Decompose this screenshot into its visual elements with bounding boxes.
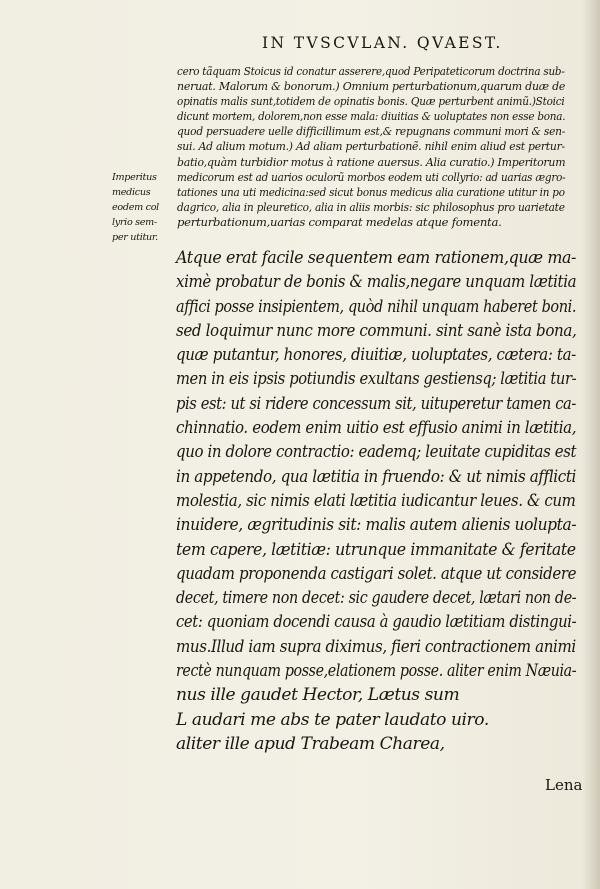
commentary-line: perturbationum,uarias comparat medelas atque fomenta.: [177, 214, 502, 229]
main-text-line: quadam proponenda castigari solet. atque ut considere: [176, 563, 577, 584]
main-text-line: L audari me abs te pater laudato uiro.: [176, 709, 489, 730]
margin-note-line: per utitur.: [112, 232, 158, 244]
commentary-line: cero tãquam Stoicus id conatur asserere,quod Peripateticorum doctrina sub-: [177, 64, 565, 78]
main-text-line: molestia, sic nimis elati lætitia iudicantur leues. & cum: [176, 490, 576, 511]
margin-note-line: lyrio sem-: [112, 217, 157, 229]
main-text-line: pis est: ut si ridere concessum sit, uituperetur tamen ca-: [176, 393, 576, 414]
commentary-line: quod persuadere uelle difficillimum est,& repugnans communi mori & sen-: [177, 124, 566, 139]
main-text-line: aliter ille apud Trabeam Charea,: [176, 733, 445, 754]
commentary-line: tationes una uti medicina:sed sicut bonus medicus alia curatione utitur in po: [177, 184, 565, 199]
catchword: Lena: [545, 776, 583, 794]
main-text-line: cet: quoniam docendi causa à gaudio lætitiam distingui-: [176, 612, 577, 633]
main-text-line: quæ putantur, honores, diuitiæ, uoluptates, cætera: ta-: [176, 345, 576, 366]
main-text-line: affici posse insipientem, quòd nihil unquam haberet boni.: [176, 296, 577, 317]
main-text-line: inuidere, ægritudinis sit: malis autem alienis uolupta-: [176, 515, 577, 536]
main-text-block: [176, 246, 576, 756]
margin-note-line: medicus: [112, 187, 151, 199]
commentary-line: opinatis malis sunt,totidem de opinatis bonis. Quæ perturbent animũ.)Stoici: [177, 94, 565, 109]
commentary-line: neruat. Malorum & bonorum.) Omnium perturbationum,quarum duæ de: [177, 79, 566, 94]
main-text-line: Atque erat facile sequentem eam rationem,quæ ma-: [176, 248, 577, 268]
page-edge-shadow: [582, 0, 600, 889]
main-text-line: ximè probatur de bonis & malis,negare unquam lætitia: [176, 272, 577, 293]
main-text-line: chinnatio. eodem enim uitio est effusio animi in lætitia,: [176, 418, 577, 439]
main-text-line: in appetendo, qua lætitia in fruendo: & ut nimis afflicti: [176, 466, 576, 487]
margin-note-line: eodem col: [112, 202, 159, 214]
commentary-line: sui. Ad alium motum.) Ad aliam perturbationẽ. nihil enim aliud est pertur-: [177, 139, 565, 154]
commentary-line: medicorum est ad uarios oculorũ morbos eodem uti collyrio: ad uarias ægro-: [177, 169, 566, 184]
main-text-line: quo in dolore contractio: eademq; leuitate cupiditas est: [176, 442, 577, 463]
margin-note-line: Imperitus: [112, 172, 157, 183]
main-text-line: men in eis ipsis potiundis exultans gestiensq; lætitia tur-: [176, 369, 577, 390]
main-text-line: sed loquimur nunc more communi. sint sanè ista bona,: [176, 320, 577, 341]
main-text-line: mus.Illud iam supra diximus, fieri contractionem animi: [176, 636, 576, 657]
margin-note: [112, 170, 178, 245]
main-text-line: nus ille gaudet Hector, Lætus sum: [176, 685, 460, 706]
commentary-line: batio,quàm turbidior motus à ratione auersus. Alia curatio.) Imperitorum: [177, 154, 566, 169]
commentary-line: dicunt mortem, dolorem,non esse mala: diuitias & uoluptates non esse bona.: [177, 109, 566, 124]
main-text-line: decet, timere non decet: sic gaudere decet, lætari non de-: [176, 588, 577, 609]
commentary-line: dagrico, alia in pleuretico, alia in aliis morbis: sic philosophus pro uarietate: [177, 199, 565, 214]
commentary-block: [177, 64, 565, 230]
main-text-line: tem capere, lætitiæ: utrunque immanitate & feritate: [176, 539, 576, 560]
main-text-line: rectè nunquam posse,elationem posse. aliter enim Næuia-: [176, 661, 577, 682]
running-head: IN TVSCVLAN. QVAEST.: [262, 34, 503, 52]
